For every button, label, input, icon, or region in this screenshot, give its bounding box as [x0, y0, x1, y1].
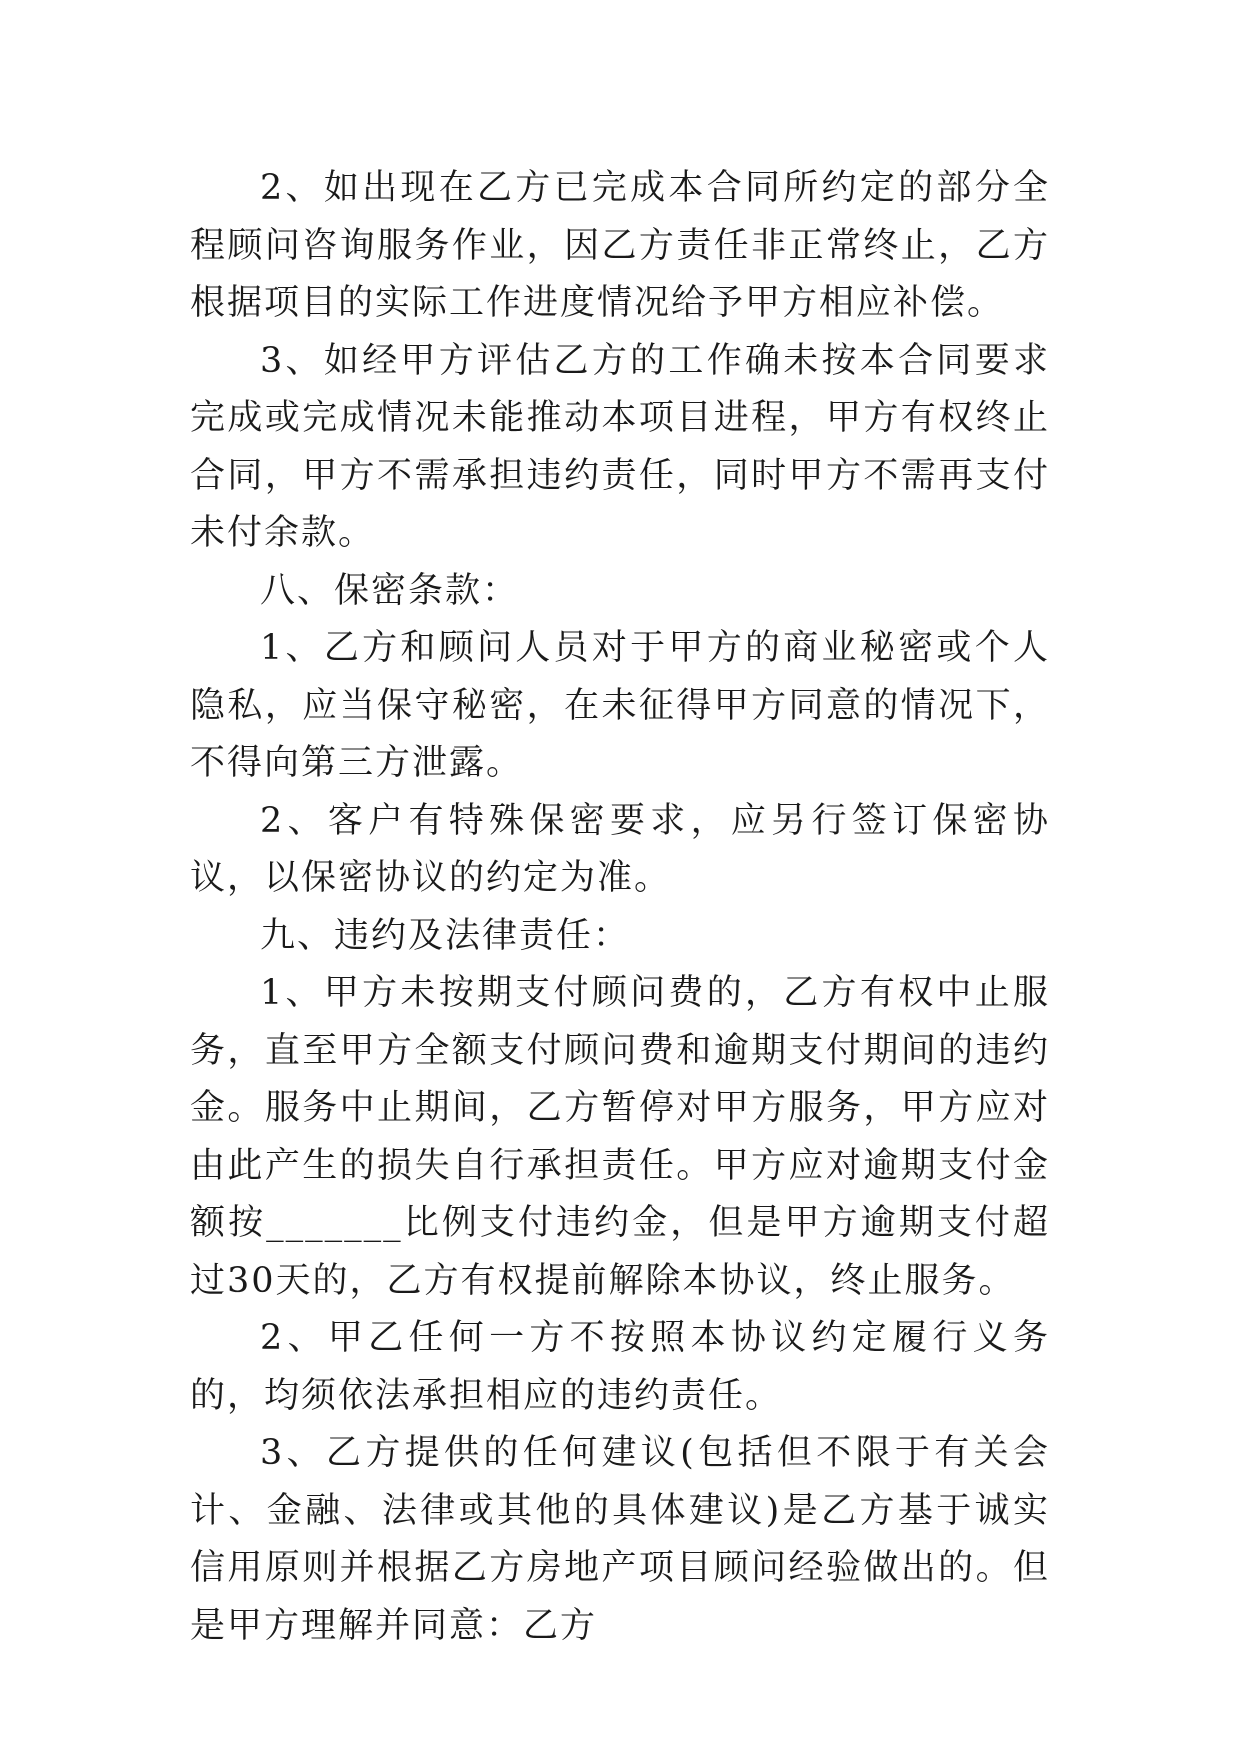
paragraph-termination: 3、如经甲方评估乙方的工作确未按本合同要求完成或完成情况未能推动本项目进程，甲方有权终止合同，甲方不需承担违约责任，同时甲方不需再支付未付余款。: [190, 340, 1050, 553]
paragraph-liability-3: 3、乙方提供的任何建议(包括但不限于有关会计、金融、法律或其他的具体建议)是乙方基于诚实信用原则并根据乙方房地产项目顾问经验做出的。但是甲方理解并同意：乙方: [190, 1433, 1050, 1646]
document-body: [190, 160, 1050, 1655]
paragraph-liability-2: 2、甲乙任何一方不按照本协议约定履行义务的，均须依法承担相应的违约责任。: [190, 1318, 1050, 1416]
paragraph-liability-1: 1、甲方未按期支付顾问费的，乙方有权中止服务，直至甲方全额支付顾问费和逾期支付期间的违约金。服务中止期间，乙方暂停对甲方服务，甲方应对由此产生的损失自行承担责任。甲方应对逾期支付金额按_______比例支付违约金，但是甲方逾期支付超过30天的，乙方有权提前解除本协议，终止服务。: [190, 973, 1050, 1301]
paragraph-confidentiality-1: 1、乙方和顾问人员对于甲方的商业秘密或个人隐私，应当保守秘密，在未征得甲方同意的情况下，不得向第三方泄露。: [190, 628, 1050, 783]
paragraph-confidentiality-2: 2、客户有特殊保密要求，应另行签订保密协议，以保密协议的约定为准。: [190, 800, 1050, 898]
section-heading-liability: 九、违约及法律责任：: [260, 915, 631, 956]
section-heading-confidentiality: 八、保密条款：: [260, 570, 520, 611]
paragraph-compensation: 2、如出现在乙方已完成本合同所约定的部分全程顾问咨询服务作业，因乙方责任非正常终止，乙方根据项目的实际工作进度情况给予甲方相应补偿。: [190, 168, 1050, 323]
